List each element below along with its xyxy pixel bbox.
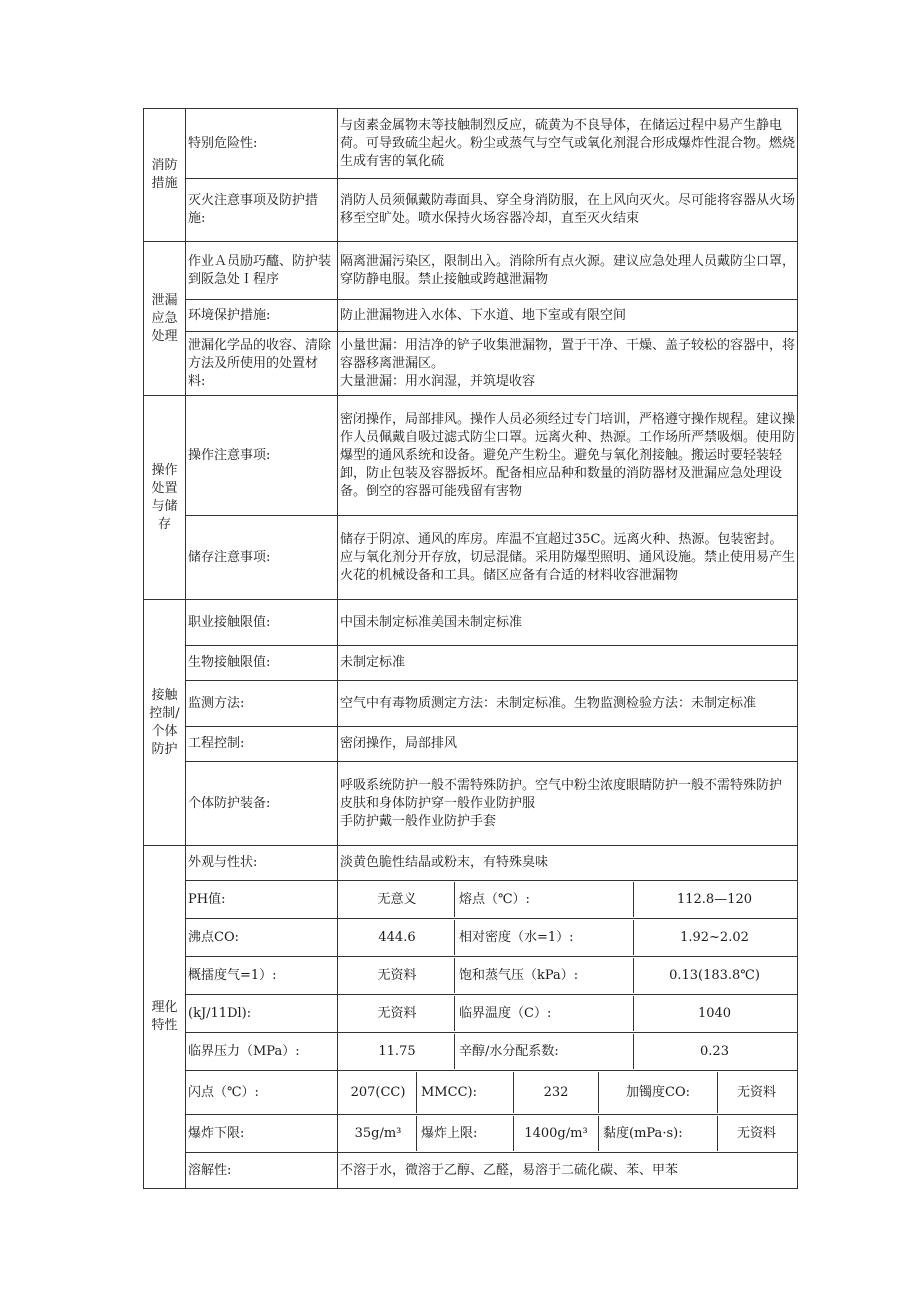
- logp-value: 0.23: [634, 1034, 796, 1069]
- table-row: [144, 1071, 798, 1115]
- crit-logp-cell: [338, 1033, 798, 1071]
- vapor-cell: [338, 957, 798, 995]
- density-value: 1.92~2.02: [634, 920, 796, 955]
- ppe-label: 个体防护装备:: [186, 762, 338, 846]
- ppe-line: 呼吸系统防护一般不需特殊防护。空气中粉尘浓度眼睛防护一般不需特殊防护: [340, 777, 783, 793]
- uel-label: 爆炸上限:: [417, 1116, 514, 1151]
- fire-category: 消防措施: [144, 109, 186, 242]
- bp-value: 444.6: [378, 929, 416, 945]
- eng-label: 工程控制:: [186, 727, 338, 762]
- table-row: [144, 1033, 798, 1071]
- table-row: [144, 919, 798, 957]
- crit-press-label: 临界压力（MPa）:: [186, 1033, 338, 1071]
- uel-value: 1400g/m³: [514, 1116, 599, 1151]
- monitor-value: 空气中有毒物质测定方法：未制定标准。生物监测检验方法：未制定标准: [338, 681, 798, 727]
- vapor-density-value: 无资料: [377, 967, 417, 983]
- density-label: 相对密度（水=1）:: [455, 920, 634, 955]
- handling-category: 操作处置与储存: [144, 396, 186, 600]
- ignite-label: 加镯度CO:: [599, 1072, 718, 1113]
- special-hazard-label: 特别危险性:: [186, 109, 338, 179]
- env-label: 环境保护措施:: [186, 300, 338, 332]
- sol-value: 不溶于水，微溶于乙醇、乙醛，易溶于二硫化碳、苯、甲苯: [338, 1153, 798, 1189]
- mp-value: 112.8—120: [634, 882, 796, 917]
- table-row: [144, 600, 798, 646]
- cleanup-large: 大量泄漏：用水润湿，并筑堤收容: [340, 373, 536, 389]
- bio-label: 生物接触限值:: [186, 646, 338, 681]
- msds-sheet: [143, 108, 798, 1189]
- env-value: 防止泄漏物进入水体、下水道、地下室或有限空间: [338, 300, 798, 332]
- exposure-category: 接触控制/个体防护: [144, 600, 186, 846]
- leak-category: 泄漏应急处理: [144, 242, 186, 396]
- table-row: [144, 516, 798, 600]
- table-row: [144, 957, 798, 995]
- occ-value: 中国未制定标准美国未制定标准: [338, 600, 798, 646]
- cleanup-small: 小量世漏：用洁净的铲子收集泄漏物，置于干净、干燥、盖子较松的容器中，将容器移离泄漏区。: [340, 337, 796, 371]
- physchem-category: 理化特性: [144, 846, 186, 1189]
- visc-value: 无资料: [718, 1116, 796, 1151]
- flash-value: 207(CC): [350, 1084, 406, 1100]
- table-row: [144, 179, 798, 242]
- cleanup-label: 泄漏化学品的收容、清除方法及所使用的处置材料:: [186, 332, 338, 396]
- heat-label: (kJ/11Dl):: [186, 995, 338, 1033]
- bp-label: 沸点CO:: [186, 919, 338, 957]
- operator-value: 隔离泄漏污染区，限制出入。消除所有点火源。建议应急处理人员戴防尘口罩，穿防静电服。禁止接触或跨越泄漏物: [338, 242, 798, 300]
- ph-mp-cell: [338, 881, 798, 919]
- extinguish-value: 消防人员须佩戴防毒面具、穿全身消防服，在上风向灭火。尽可能将容器从火场移至空旷处。喷水保持火场容器冷却，直至灭火结束: [338, 179, 798, 242]
- extinguish-label: 灭火注意事项及防护措施:: [186, 179, 338, 242]
- table-row: [144, 300, 798, 332]
- op-value: 密闭操作，局部排风。操作人员必须经过专门培训，严格遵守操作规程。建议操作人员佩戴自吸过滤式防尘口罩。远离火种、热源。工作场所严禁吸烟。使用防爆型的通风系统和设备。避免产生粉尘。避免与氧化剂接触。搬运时要轻装轻卸，防止包装及容器扳坏。配备相应品种和数量的消防器材及泄漏应急处理设备。倒空的容器可能残留有害物: [338, 396, 798, 516]
- vapor-pressure-value: 0.13(183.8℃): [634, 958, 796, 993]
- logp-label: 辛醇/水分配系数:: [455, 1034, 634, 1069]
- mp-label: 熔点（℃）:: [455, 882, 634, 917]
- cleanup-value: [338, 332, 798, 396]
- table-row: [144, 846, 798, 881]
- store-label: 储存注意事项:: [186, 516, 338, 600]
- table-row: [144, 396, 798, 516]
- table-row: [144, 995, 798, 1033]
- heat-value: 无资料: [377, 1005, 417, 1021]
- table-row: [144, 646, 798, 681]
- ppe-line: 皮肤和身体防护穿一般作业防护服: [340, 795, 536, 811]
- lel-value: 35g/m³: [354, 1125, 402, 1141]
- table-row: [144, 242, 798, 300]
- bio-value: 未制定标准: [338, 646, 798, 681]
- operator-label: 作业Ａ员励巧醯、防护装到阪急处Ｉ程序: [186, 242, 338, 300]
- table-row: [144, 109, 798, 179]
- sol-label: 溶解性:: [186, 1153, 338, 1189]
- ph-label: PH值:: [186, 881, 338, 919]
- bp-density-cell: [338, 919, 798, 957]
- eng-value: 密闭操作，局部排风: [338, 727, 798, 762]
- mmcc-label: MMCC):: [417, 1072, 514, 1113]
- vapor-pressure-label: 饱和蒸气压（kPa）:: [455, 958, 634, 993]
- mmcc-value: 232: [514, 1072, 599, 1113]
- table-row: [144, 1115, 798, 1153]
- visc-label: 黏度(mPa·s):: [599, 1116, 718, 1151]
- heat-crit-cell: [338, 995, 798, 1033]
- flash-cell: [338, 1071, 798, 1115]
- table-row: [144, 1153, 798, 1189]
- explosion-cell: [338, 1115, 798, 1153]
- table-row: [144, 332, 798, 396]
- crit-temp-value: 1040: [634, 996, 796, 1031]
- table-row: [144, 681, 798, 727]
- store-value: 储存于阴凉、通风的库房。库温不宜超过35C。远离火种、热源。包装密封。应与氧化剂分开存放，切忌混储。采用防爆型照明、通风设施。禁止使用易产生火花的机械设备和工具。储区应备有合适的材料收容泄漏物: [338, 516, 798, 600]
- crit-temp-label: 临界温度（C）:: [455, 996, 634, 1031]
- monitor-label: 监测方法:: [186, 681, 338, 727]
- ppe-value: [338, 762, 798, 846]
- special-hazard-value: 与卤素金属物末等技触制烈反应，硫黄为不良导体，在储运过程中易产生静电荷。可导致硫尘起火。粉尘或蒸气与空气或氧化剂混合形成爆炸性混合物。燃烧生成有害的氧化硫: [338, 109, 798, 179]
- lel-label: 爆炸下限:: [186, 1115, 338, 1153]
- table-row: [144, 881, 798, 919]
- table-row: [144, 727, 798, 762]
- occ-label: 职业接触限值:: [186, 600, 338, 646]
- ph-value: 无意义: [377, 891, 417, 907]
- ignite-value: 无资料: [718, 1072, 796, 1113]
- vapor-density-label: 概擂度气=1）:: [186, 957, 338, 995]
- appearance-value: 淡黄色脆性结晶或粉末，有特殊臭味: [338, 846, 798, 881]
- op-label: 操作注意事项:: [186, 396, 338, 516]
- crit-press-value: 11.75: [378, 1043, 416, 1059]
- table-row: [144, 762, 798, 846]
- appearance-label: 外观与性状:: [186, 846, 338, 881]
- flash-label: 闪点（℃）:: [186, 1071, 338, 1115]
- ppe-line: 手防护戴一般作业防护手套: [340, 813, 497, 829]
- msds-table: [143, 108, 798, 1189]
